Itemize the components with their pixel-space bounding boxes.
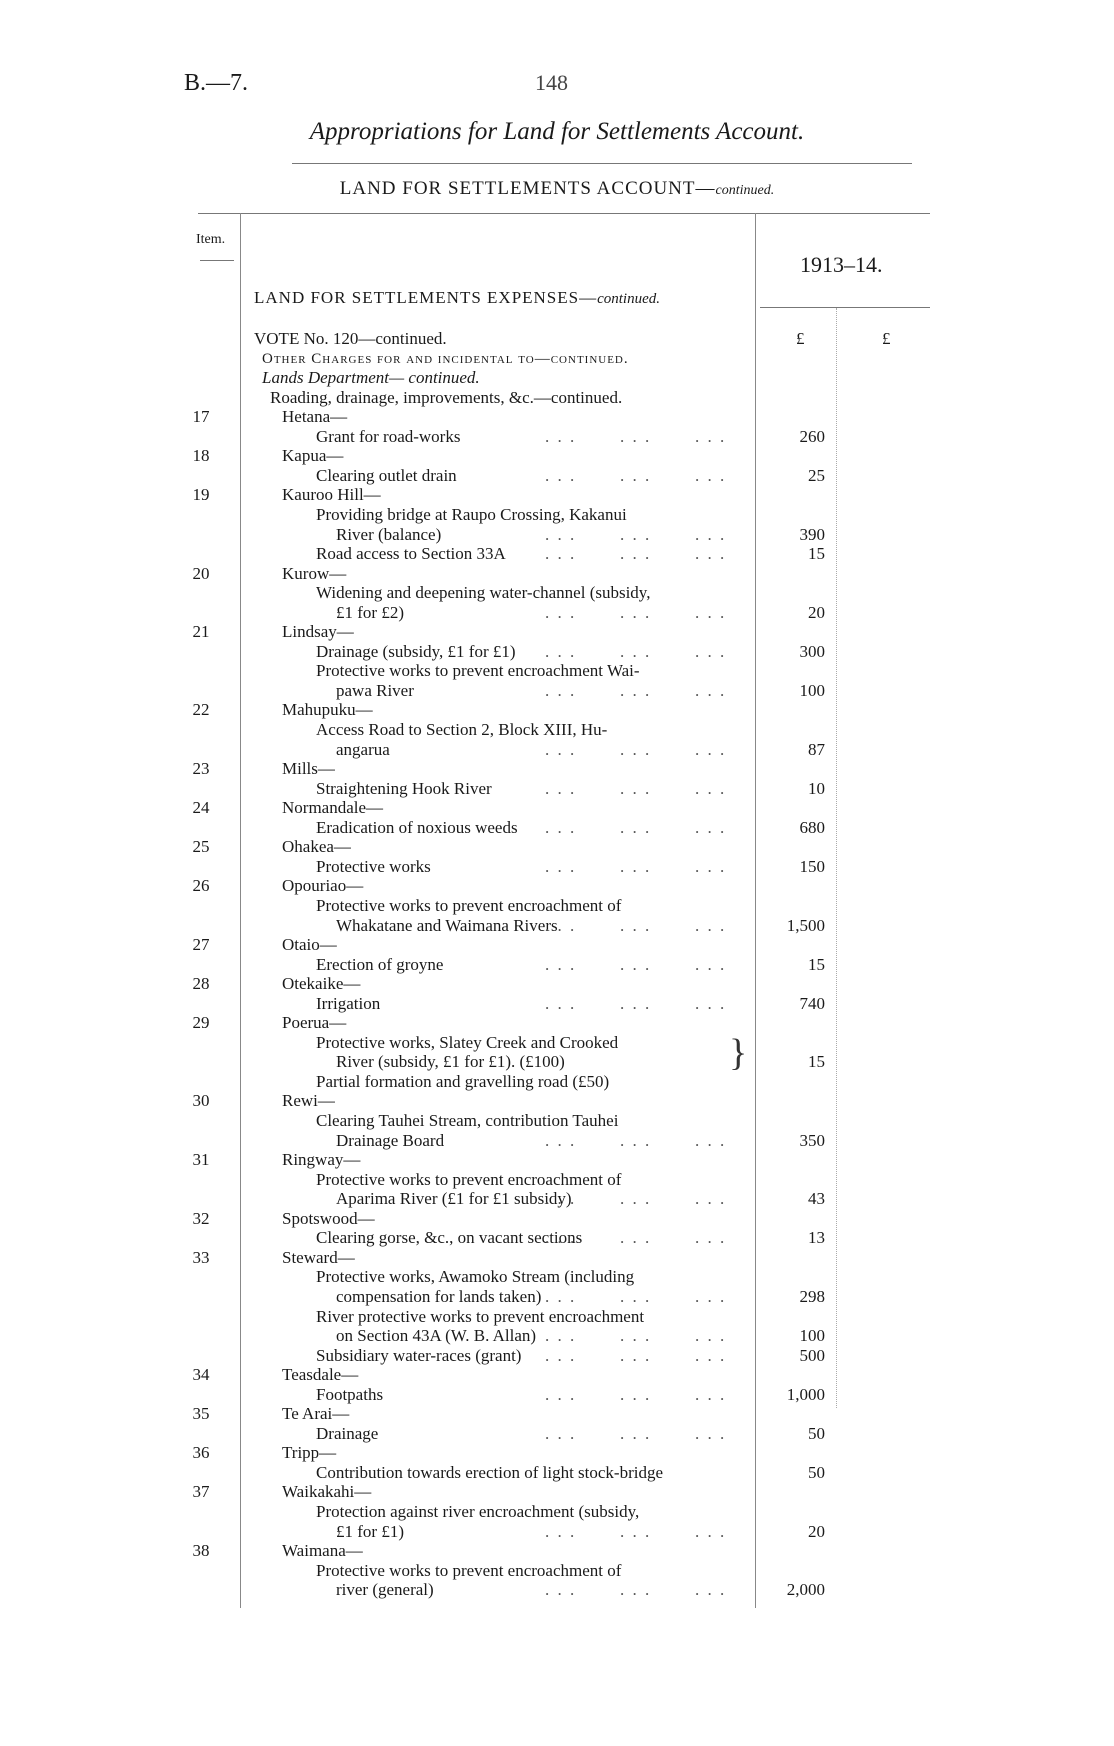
item-number: 17 <box>192 407 210 427</box>
table-row <box>0 603 1114 623</box>
leader-dots: . . . . . . . . . <box>545 1521 745 1541</box>
item-description: Subsidiary water-races (grant) <box>316 1345 522 1365</box>
pound-sign-amount: £ <box>796 329 805 348</box>
table-top-rule <box>198 213 930 214</box>
page-title <box>0 118 1114 146</box>
table-row <box>0 1326 1114 1346</box>
item-description: Normandale— <box>282 798 384 818</box>
item-description: Ringway— <box>282 1150 361 1170</box>
table-row <box>0 1013 1114 1033</box>
item-description: Clearing gorse, &c., on vacant sections <box>316 1228 583 1248</box>
item-description: Road access to Section 33A <box>316 544 506 564</box>
amount-value: 50 <box>808 1423 825 1443</box>
subtitle-continued: continued. <box>715 183 775 198</box>
amount-value: 20 <box>808 1521 825 1541</box>
leader-dots: . . . . . . . . . <box>545 680 745 700</box>
item-description: Clearing Tauhei Stream, contribution Tauhei <box>316 1111 619 1130</box>
item-number: 24 <box>192 798 210 818</box>
amount-value: 300 <box>799 641 825 661</box>
item-description: river (general) <box>336 1580 434 1600</box>
item-description: Lands Department— continued. <box>262 368 480 388</box>
amount-value: 260 <box>799 426 825 446</box>
item-description: Steward— <box>282 1247 355 1267</box>
leader-dots: . . . . . . . . . <box>545 544 745 564</box>
account-subtitle <box>0 178 1114 200</box>
amount-value: 1,000 <box>786 1384 825 1404</box>
amount-value: 50 <box>808 1462 825 1482</box>
table-row <box>0 368 1114 388</box>
item-number: 18 <box>192 446 210 466</box>
item-number: 26 <box>192 876 210 896</box>
table-row <box>0 1111 1114 1131</box>
item-description: Whakatane and Waimana Rivers <box>336 915 558 935</box>
leader-dots: . . . . . . . . . <box>545 1228 745 1248</box>
amount-value: 13 <box>808 1228 825 1248</box>
item-description: Protection against river encroachment (subsidy, <box>316 1502 640 1521</box>
leader-dots: . . . . . . . . . <box>545 954 745 974</box>
leader-dots: . . . . . . . . . <box>545 1423 745 1443</box>
item-description: compensation for lands taken) <box>336 1286 542 1306</box>
item-description: Protective works <box>316 856 431 876</box>
item-description: Protective works to prevent encroachment of <box>316 895 622 915</box>
table-row <box>0 642 1114 662</box>
leader-dots: . . . . . . . . . <box>545 602 745 622</box>
amount-value: 15 <box>808 544 825 564</box>
item-description: Straightening Hook River <box>316 778 492 798</box>
item-number: 20 <box>192 563 210 583</box>
leader-dots: . . . . . . . . . <box>545 426 745 446</box>
table-row <box>0 407 1114 427</box>
amount-value: 390 <box>799 524 825 544</box>
table-row <box>0 466 1114 486</box>
item-description: Kapua— <box>282 446 344 466</box>
table-row <box>0 505 1114 525</box>
item-description: angarua <box>336 739 390 759</box>
table-row <box>0 349 1114 369</box>
table-row <box>0 485 1114 505</box>
leader-dots: . . . . . . . . . <box>545 915 745 935</box>
table-row <box>0 544 1114 564</box>
table-row <box>0 974 1114 994</box>
table-row <box>0 916 1114 936</box>
table-row <box>0 1346 1114 1366</box>
item-description: Protective works, Awamoko Stream (including <box>316 1267 635 1287</box>
item-description: Roading, drainage, improvements, &c.—continued. <box>270 387 623 407</box>
table-row <box>0 818 1114 838</box>
table-row <box>0 1267 1114 1287</box>
item-description: Irrigation <box>316 993 381 1013</box>
section-heading-text: LAND FOR SETTLEMENTS EXPENSES— <box>254 288 598 307</box>
item-description: Kurow— <box>282 563 347 583</box>
table-row <box>0 1385 1114 1405</box>
leader-dots: . . . . . . . . . <box>545 465 745 485</box>
item-number: 30 <box>192 1091 210 1111</box>
table-row <box>0 1443 1114 1463</box>
item-number: 37 <box>192 1482 210 1502</box>
item-number: 32 <box>192 1208 210 1228</box>
item-description: Widening and deepening water-channel (subsidy, <box>316 583 651 603</box>
amount-value: 350 <box>799 1130 825 1150</box>
item-description: Ohakea— <box>282 837 351 857</box>
item-description: Drainage Board <box>336 1130 445 1150</box>
table-row <box>0 1463 1114 1483</box>
item-number: 31 <box>192 1150 210 1170</box>
right-brace-icon: } <box>729 1032 748 1074</box>
amount-value: 87 <box>808 739 825 759</box>
table-row <box>0 661 1114 681</box>
leader-dots: . . . . . . . . . <box>545 1189 745 1209</box>
item-number: 19 <box>192 485 210 505</box>
item-description: Protective works, Slatey Creek and Crooked <box>316 1032 619 1052</box>
amount-value: 500 <box>799 1345 825 1365</box>
item-column-header: Item. <box>196 232 226 247</box>
section-heading-continued: continued. <box>597 291 661 307</box>
item-description: Tripp— <box>282 1443 337 1463</box>
table-row <box>0 779 1114 799</box>
item-number: 33 <box>192 1247 210 1267</box>
amount-value: 20 <box>808 602 825 622</box>
item-description: Protective works to prevent encroachment Wai- <box>316 661 640 681</box>
table-row <box>0 935 1114 955</box>
table-row <box>0 798 1114 818</box>
table-row <box>0 876 1114 896</box>
item-description: Drainage (subsidy, £1 for £1) <box>316 641 516 661</box>
item-description: Waikakahi— <box>282 1482 372 1502</box>
item-description: Protective works to prevent encroachment of <box>316 1169 622 1189</box>
leader-dots: . . . . . . . . . <box>545 739 745 759</box>
table-row <box>0 446 1114 466</box>
item-description: Waimana— <box>282 1541 363 1561</box>
table-row <box>0 896 1114 916</box>
amount-value: 740 <box>799 993 825 1013</box>
table-row <box>0 525 1114 545</box>
table-row <box>0 1189 1114 1209</box>
leader-dots: . . . . . . . . . <box>545 524 745 544</box>
table-row <box>0 1502 1114 1522</box>
table-row <box>0 1248 1114 1268</box>
subtitle-text: LAND FOR SETTLEMENTS ACCOUNT— <box>339 178 716 199</box>
item-description: Rewi— <box>282 1091 335 1111</box>
page-number: 148 <box>535 70 568 95</box>
table-row <box>0 700 1114 720</box>
table-row <box>0 1209 1114 1229</box>
item-description: Lindsay— <box>282 622 354 642</box>
leader-dots: . . . . . . . . . <box>545 1345 745 1365</box>
table-row <box>0 1150 1114 1170</box>
amount-value: 2,000 <box>786 1580 825 1600</box>
item-description: Poerua— <box>282 1013 347 1033</box>
table-row <box>0 681 1114 701</box>
item-description: Protective works to prevent encroachment of <box>316 1560 622 1580</box>
table-row <box>0 1522 1114 1542</box>
item-underline <box>200 260 234 261</box>
item-description: Otaio— <box>282 935 337 955</box>
item-description: Mahupuku— <box>282 700 373 720</box>
item-description: Drainage <box>316 1423 379 1443</box>
item-number: 27 <box>192 935 210 955</box>
table-row <box>0 837 1114 857</box>
item-number: 35 <box>192 1404 210 1424</box>
item-description: Grant for road-works <box>316 426 461 446</box>
item-number: 25 <box>192 837 210 857</box>
leader-dots: . . . . . . . . . <box>545 1286 745 1306</box>
table-row <box>0 1091 1114 1111</box>
year-column-header: 1913–14. <box>800 252 883 277</box>
leader-dots: . . . . . . . . . <box>545 856 745 876</box>
item-description: Kauroo Hill— <box>282 485 381 505</box>
table-row <box>0 1033 1114 1053</box>
item-description: VOTE No. 120—continued. <box>254 329 447 348</box>
amount-value: 680 <box>799 817 825 837</box>
item-number: 36 <box>192 1443 210 1463</box>
leader-dots: . . . . . . . . . <box>545 641 745 661</box>
section-heading <box>254 288 660 308</box>
table-row <box>0 1170 1114 1190</box>
table-row <box>0 1424 1114 1444</box>
item-description: pawa River <box>336 680 414 700</box>
item-number: 28 <box>192 974 210 994</box>
item-description: River (balance) <box>336 524 442 544</box>
item-number: 22 <box>192 700 210 720</box>
amount-value: 1,500 <box>786 915 825 935</box>
item-description: £1 for £1) <box>336 1521 404 1541</box>
table-row <box>0 583 1114 603</box>
item-description: Mills— <box>282 759 335 779</box>
item-description: Te Arai— <box>282 1404 350 1424</box>
leader-dots: . . . . . . . . . <box>545 778 745 798</box>
table-row <box>0 1131 1114 1151</box>
table-row <box>0 622 1114 642</box>
leader-dots: . . . . . . . . . <box>545 817 745 837</box>
table-row <box>0 1052 1114 1072</box>
item-description: Access Road to Section 2, Block XIII, Hu- <box>316 720 608 739</box>
document-reference: B.—7. <box>184 70 249 96</box>
item-description: Contribution towards erection of light stock-bridge <box>316 1462 664 1482</box>
table-row <box>0 994 1114 1014</box>
item-number: 29 <box>192 1013 210 1033</box>
table-row <box>0 1561 1114 1581</box>
amount-value: 15 <box>808 1052 825 1072</box>
table-row <box>0 1287 1114 1307</box>
table-row <box>0 1404 1114 1424</box>
leader-dots: . . . . . . . . . <box>545 993 745 1013</box>
item-description: Providing bridge at Raupo Crossing, Kakanui <box>316 504 627 524</box>
item-description: Aparima River (£1 for £1 subsidy) <box>336 1189 572 1209</box>
table-row <box>0 720 1114 740</box>
item-description: Spotswood— <box>282 1208 375 1228</box>
amount-value: 100 <box>799 1326 825 1346</box>
item-description: Other Charges for and incidental to—continued. <box>262 350 629 367</box>
item-description: River (subsidy, £1 for £1). (£100) <box>336 1052 565 1072</box>
page-title-text: Appropriations for Land for Settlements Account. <box>309 118 805 145</box>
table-row <box>0 427 1114 447</box>
pound-sign-total: £ <box>882 329 891 348</box>
leader-dots: . . . . . . . . . <box>545 1384 745 1404</box>
table-row <box>0 1365 1114 1385</box>
item-description: Eradication of noxious weeds <box>316 817 518 837</box>
table-row <box>0 1228 1114 1248</box>
item-description: Partial formation and gravelling road (£50) <box>316 1071 610 1091</box>
table-row <box>0 388 1114 408</box>
leader-dots: . . . . . . . . . <box>545 1580 745 1600</box>
table-row <box>0 564 1114 584</box>
item-number: 38 <box>192 1541 210 1561</box>
item-description: £1 for £2) <box>336 602 404 622</box>
table-row <box>0 1580 1114 1600</box>
table-row <box>0 329 1114 349</box>
amount-value: 150 <box>799 856 825 876</box>
amount-value: 43 <box>808 1189 825 1209</box>
amount-value: 25 <box>808 465 825 485</box>
item-description: on Section 43A (W. B. Allan) <box>336 1326 537 1346</box>
item-description: Erection of groyne <box>316 954 444 974</box>
table-row <box>0 1541 1114 1561</box>
item-description: Footpaths <box>316 1384 384 1404</box>
table-row <box>0 955 1114 975</box>
item-description: Otekaike— <box>282 974 361 994</box>
item-number: 34 <box>192 1365 210 1385</box>
amount-value: 10 <box>808 778 825 798</box>
leader-dots: . . . . . . . . . <box>545 1130 745 1150</box>
item-description: Opouriao— <box>282 876 364 896</box>
leader-dots: . . . . . . . . . <box>545 1326 745 1346</box>
item-description: Clearing outlet drain <box>316 465 457 485</box>
year-underline <box>760 307 930 308</box>
title-rule <box>292 163 912 164</box>
table-row <box>0 1482 1114 1502</box>
table-row <box>0 857 1114 877</box>
amount-value: 298 <box>799 1286 825 1306</box>
table-row <box>0 1072 1114 1092</box>
item-description: River protective works to prevent encroachment <box>316 1306 645 1326</box>
amount-value: 15 <box>808 954 825 974</box>
table-row <box>0 1307 1114 1327</box>
amount-value: 100 <box>799 680 825 700</box>
item-number: 23 <box>192 759 210 779</box>
item-description: Teasdale— <box>282 1365 359 1385</box>
table-row <box>0 740 1114 760</box>
table-row <box>0 759 1114 779</box>
item-description: Hetana— <box>282 407 348 427</box>
item-number: 21 <box>192 622 210 642</box>
